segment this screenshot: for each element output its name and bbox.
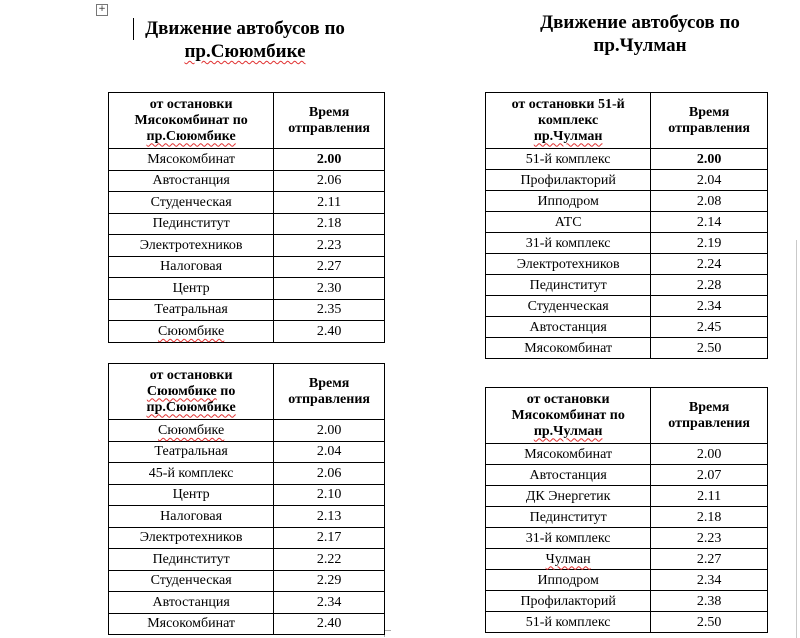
stop-name-cell: Сююмбике <box>109 420 274 442</box>
stop-name-cell: Автостанция <box>109 170 274 192</box>
departure-time-cell: 2.27 <box>274 256 385 278</box>
departure-time-cell: 2.06 <box>274 170 385 192</box>
table-row <box>109 592 385 614</box>
stop-name-cell: Пединститут <box>486 275 651 296</box>
stop-name-cell: Студенческая <box>109 192 274 214</box>
table-row <box>109 299 385 321</box>
departure-time-cell: 2.00 <box>651 444 768 465</box>
title-chulman <box>505 11 775 57</box>
departure-time-cell: 2.06 <box>274 463 385 485</box>
table-row <box>109 192 385 214</box>
departure-time-cell: 2.13 <box>274 506 385 528</box>
table-row <box>486 254 768 275</box>
schedule-table-myasokombinat-syuyumbike <box>108 92 385 343</box>
title-line-1: Движение автобусов по <box>540 12 740 33</box>
departure-time-cell: 2.18 <box>274 213 385 235</box>
stop-name-cell: Чулман <box>486 549 651 570</box>
stop-name-cell: 51-й комплекс <box>486 149 651 170</box>
table-row <box>109 213 385 235</box>
table-row <box>486 317 768 338</box>
schedule-table-syuyumbike-syuyumbike <box>108 363 385 635</box>
table-row <box>486 591 768 612</box>
table-row <box>486 612 768 633</box>
table-row <box>109 321 385 343</box>
table-row <box>486 191 768 212</box>
stop-name-cell: Студенческая <box>486 296 651 317</box>
table-row <box>486 170 768 191</box>
stop-name-cell: Электротехников <box>109 527 274 549</box>
stop-name-cell: 31-й комплекс <box>486 528 651 549</box>
departure-time-cell: 2.40 <box>274 321 385 343</box>
departure-time-cell: 2.19 <box>651 233 768 254</box>
stop-name-cell: Автостанция <box>486 317 651 338</box>
departure-time-cell: 2.38 <box>651 591 768 612</box>
time-header: Время отправления <box>651 93 768 149</box>
from-stop-header: от остановки 51-й комплекс пр.Чулман <box>486 93 651 149</box>
stop-name-cell: ДК Энергетик <box>486 486 651 507</box>
schedule-table-51-kompleks-chulman <box>485 92 768 359</box>
table-row <box>486 212 768 233</box>
stop-name-cell: Автостанция <box>486 465 651 486</box>
time-header: Время отправления <box>274 93 385 149</box>
table-row <box>486 444 768 465</box>
page-edge-line <box>796 240 797 638</box>
departure-time-cell: 2.30 <box>274 278 385 300</box>
departure-time-cell: 2.11 <box>651 486 768 507</box>
departure-time-cell: 2.04 <box>651 170 768 191</box>
departure-time-cell: 2.00 <box>651 149 768 170</box>
from-stop-header: от остановки Мясокомбинат по пр.Чулман <box>486 388 651 444</box>
stop-name-cell: 45-й комплекс <box>109 463 274 485</box>
title-line-2: пр.Сююмбике <box>184 41 306 62</box>
stop-name-cell: Театральная <box>109 441 274 463</box>
table-row <box>486 507 768 528</box>
table-row <box>109 235 385 257</box>
departure-time-cell: 2.50 <box>651 338 768 359</box>
table-row <box>109 463 385 485</box>
stop-name-cell: Театральная <box>109 299 274 321</box>
departure-time-cell: 2.40 <box>274 613 385 635</box>
stop-name-cell: Мясокомбинат <box>486 444 651 465</box>
table-row <box>486 528 768 549</box>
table-move-handle-icon[interactable]: + <box>96 4 108 16</box>
table-row <box>109 149 385 171</box>
table-row <box>486 149 768 170</box>
table-row <box>486 275 768 296</box>
departure-time-cell: 2.00 <box>274 149 385 171</box>
departure-time-cell: 2.23 <box>274 235 385 257</box>
stop-name-cell: Налоговая <box>109 506 274 528</box>
stop-name-cell: Электротехников <box>486 254 651 275</box>
table-row <box>109 420 385 442</box>
table-row <box>486 233 768 254</box>
stop-name-cell: Профилакторий <box>486 170 651 191</box>
table-row <box>109 278 385 300</box>
departure-time-cell: 2.07 <box>651 465 768 486</box>
from-stop-header: от остановки Мясокомбинат по пр.Сююмбике <box>109 93 274 149</box>
stop-name-cell: Мясокомбинат <box>486 338 651 359</box>
departure-time-cell: 2.11 <box>274 192 385 214</box>
departure-time-cell: 2.00 <box>274 420 385 442</box>
stop-name-cell: Центр <box>109 484 274 506</box>
table-row <box>109 170 385 192</box>
table-row <box>109 527 385 549</box>
departure-time-cell: 2.18 <box>651 507 768 528</box>
stop-name-cell: Автостанция <box>109 592 274 614</box>
stop-name-cell: Ипподром <box>486 570 651 591</box>
stop-name-cell: Профилакторий <box>486 591 651 612</box>
departure-time-cell: 2.34 <box>651 296 768 317</box>
time-header: Время отправления <box>651 388 768 444</box>
stop-name-cell: Студенческая <box>109 570 274 592</box>
stop-name-cell: Ипподром <box>486 191 651 212</box>
departure-time-cell: 2.17 <box>274 527 385 549</box>
departure-time-cell: 2.34 <box>651 570 768 591</box>
title-syuyumbike <box>110 17 380 63</box>
stop-name-cell: Пединститут <box>486 507 651 528</box>
table-row <box>486 549 768 570</box>
stop-name-cell: Центр <box>109 278 274 300</box>
table-row <box>109 441 385 463</box>
departure-time-cell: 2.35 <box>274 299 385 321</box>
table-row <box>109 256 385 278</box>
title-line-2: пр.Чулман <box>593 35 687 56</box>
table-row <box>486 486 768 507</box>
stop-name-cell: Мясокомбинат <box>109 613 274 635</box>
stop-name-cell: 51-й комплекс <box>486 612 651 633</box>
departure-time-cell: 2.50 <box>651 612 768 633</box>
table-row <box>486 296 768 317</box>
departure-time-cell: 2.04 <box>274 441 385 463</box>
departure-time-cell: 2.27 <box>651 549 768 570</box>
stop-name-cell: Электротехников <box>109 235 274 257</box>
time-header: Время отправления <box>274 364 385 420</box>
departure-time-cell: 2.45 <box>651 317 768 338</box>
departure-time-cell: 2.23 <box>651 528 768 549</box>
departure-time-cell: 2.10 <box>274 484 385 506</box>
stop-name-cell: Пединститут <box>109 549 274 571</box>
departure-time-cell: 2.14 <box>651 212 768 233</box>
table-row <box>109 484 385 506</box>
stop-name-cell: АТС <box>486 212 651 233</box>
title-line-1: Движение автобусов по <box>145 18 345 39</box>
table-row <box>109 570 385 592</box>
stop-name-cell: 31-й комплекс <box>486 233 651 254</box>
departure-time-cell: 2.34 <box>274 592 385 614</box>
table-row <box>486 338 768 359</box>
table-row <box>109 506 385 528</box>
departure-time-cell: 2.08 <box>651 191 768 212</box>
table-row <box>486 465 768 486</box>
stop-name-cell: Мясокомбинат <box>109 149 274 171</box>
stop-name-cell: Сююмбике <box>109 321 274 343</box>
departure-time-cell: 2.24 <box>651 254 768 275</box>
from-stop-header: от остановки Сююмбике по пр.Сююмбике <box>109 364 274 420</box>
departure-time-cell: 2.28 <box>651 275 768 296</box>
departure-time-cell: 2.22 <box>274 549 385 571</box>
table-row <box>486 570 768 591</box>
schedule-table-myasokombinat-chulman <box>485 387 768 633</box>
text-boundary-mark <box>384 630 391 637</box>
stop-name-cell: Налоговая <box>109 256 274 278</box>
departure-time-cell: 2.29 <box>274 570 385 592</box>
stop-name-cell: Пединститут <box>109 213 274 235</box>
table-row <box>109 549 385 571</box>
table-row <box>109 613 385 635</box>
